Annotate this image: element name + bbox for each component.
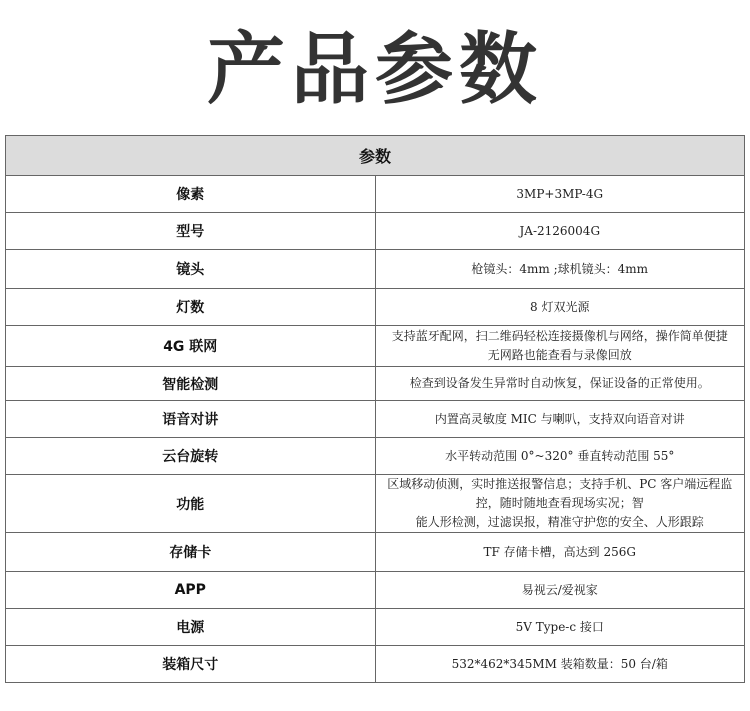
table-row (6, 326, 745, 367)
table-row (6, 475, 745, 533)
row-label: 功能 (6, 475, 376, 533)
table-row (6, 176, 745, 213)
row-value: 枪镜头：4mm ;球机镜头：4mm (375, 250, 745, 289)
row-label: 4G 联网 (6, 326, 376, 367)
row-label: 型号 (6, 213, 376, 250)
row-value: 532*462*345MM 装箱数量：50 台/箱 (375, 646, 745, 683)
table-row (6, 646, 745, 683)
row-value: 检查到设备发生异常时自动恢复，保证设备的正常使用。 (375, 367, 745, 401)
spec-table (5, 135, 745, 683)
row-label: 装箱尺寸 (6, 646, 376, 683)
row-label: 像素 (6, 176, 376, 213)
page-title: 产品参数 (206, 25, 543, 115)
row-label: APP (6, 572, 376, 609)
row-value: 8 灯双光源 (375, 289, 745, 326)
row-value (375, 326, 745, 367)
row-value-line-2: 能人形检测，过滤误报，精准守护您的安全、人形跟踪 (415, 515, 704, 529)
row-label: 语音对讲 (6, 401, 376, 438)
row-label: 电源 (6, 609, 376, 646)
row-value-line-1: 区域移动侦测，实时推送报警信息；支持手机、PC 客户端远程监控，随时随地查看现场实况；智 (387, 477, 733, 510)
row-value: 3MP+3MP-4G (375, 176, 745, 213)
row-value: 内置高灵敏度 MIC 与喇叭，支持双向语音对讲 (375, 401, 745, 438)
row-value: 水平转动范围 0°~320° 垂直转动范围 55° (375, 438, 745, 475)
row-label: 智能检测 (6, 367, 376, 401)
table-row (6, 572, 745, 609)
row-label: 镜头 (6, 250, 376, 289)
table-row (6, 533, 745, 572)
row-value: TF 存储卡槽，高达到 256G (375, 533, 745, 572)
row-value-line-2: 无网路也能查看与录像回放 (487, 348, 632, 362)
table-row (6, 401, 745, 438)
table-row (6, 289, 745, 326)
table-row (6, 367, 745, 401)
row-value (375, 475, 745, 533)
table-header: 参数 (6, 136, 745, 176)
table-row (6, 609, 745, 646)
table-row (6, 250, 745, 289)
row-label: 存储卡 (6, 533, 376, 572)
table-row (6, 438, 745, 475)
table-row (6, 213, 745, 250)
row-label: 灯数 (6, 289, 376, 326)
row-value-line-1: 支持蓝牙配网，扫二维码轻松连接摄像机与网络，操作简单便捷 (391, 329, 728, 343)
row-value: JA-2126004G (375, 213, 745, 250)
row-value: 易视云/爱视家 (375, 572, 745, 609)
row-value: 5V Type-c 接口 (375, 609, 745, 646)
row-label: 云台旋转 (6, 438, 376, 475)
